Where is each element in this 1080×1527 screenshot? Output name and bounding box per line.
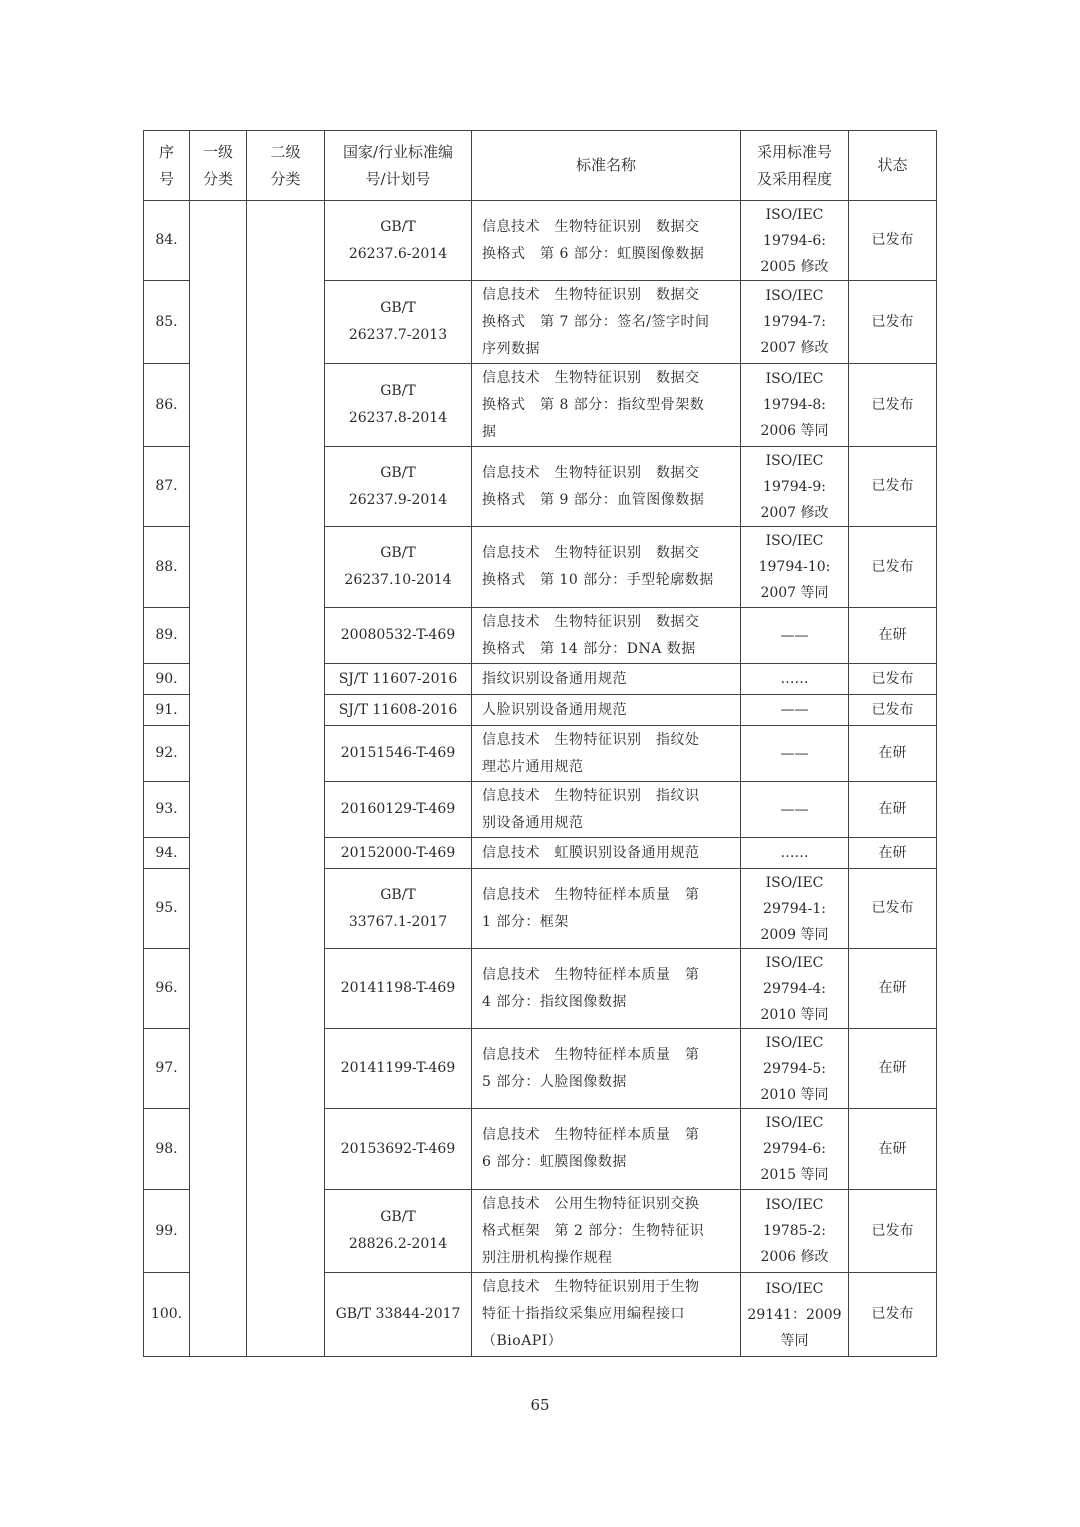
cell-standard-code: 20160129-T-469 [325,782,472,838]
standards-table [143,130,937,1357]
cell-status: 已发布 [849,281,937,364]
cell-standard-code: GB/T 26237.6-2014 [325,201,472,281]
cell-seq: 84. [144,201,190,281]
cell-seq: 96. [144,949,190,1029]
header-seq: 序 号 [144,131,190,201]
cell-seq: 87. [144,447,190,527]
cell-standard-code: GB/T 33844-2017 [325,1273,472,1357]
cell-standard-code: GB/T 26237.8-2014 [325,364,472,447]
page-number: 65 [530,1396,550,1414]
cell-status: 已发布 [849,1190,937,1273]
cell-standard-name: 人脸识别设备通用规范 [472,695,741,726]
cell-status: 已发布 [849,869,937,949]
cell-standard-code: 20151546-T-469 [325,726,472,782]
cell-standard-code: 20152000-T-469 [325,838,472,869]
cell-status: 在研 [849,1029,937,1109]
cell-standard-code: GB/T 26237.9-2014 [325,447,472,527]
cell-seq: 97. [144,1029,190,1109]
cell-status: 已发布 [849,1273,937,1357]
cell-seq: 100. [144,1273,190,1357]
header-status: 状态 [849,131,937,201]
cell-status: 已发布 [849,364,937,447]
cell-seq: 98. [144,1109,190,1190]
cell-status: 已发布 [849,201,937,281]
cell-seq: 85. [144,281,190,364]
cell-status: 在研 [849,838,937,869]
cell-standard-code: SJ/T 11608-2016 [325,695,472,726]
cell-standard-name: 信息技术 生物特征识别用于生物 特征十指指纹采集应用编程接口 （BioAPI） [472,1273,741,1357]
cell-adoption: ISO/IEC 29794-5: 2010 等同 [741,1029,849,1109]
cell-standard-name: 指纹识别设备通用规范 [472,664,741,695]
cell-standard-name: 信息技术 虹膜识别设备通用规范 [472,838,741,869]
header-standard-name: 标准名称 [472,131,741,201]
cell-seq: 86. [144,364,190,447]
cell-standard-name: 信息技术 公用生物特征识别交换 格式框架 第 2 部分：生物特征识 别注册机构操作规程 [472,1190,741,1273]
cell-seq: 90. [144,664,190,695]
cell-status: 已发布 [849,695,937,726]
cell-adoption: ISO/IEC 19794-8: 2006 等同 [741,364,849,447]
cell-category-1 [190,201,247,1357]
header-standard-code: 国家/行业标准编 号/计划号 [325,131,472,201]
cell-standard-code: 20153692-T-469 [325,1109,472,1190]
cell-standard-name: 信息技术 生物特征识别 数据交 换格式 第 9 部分：血管图像数据 [472,447,741,527]
cell-standard-name: 信息技术 生物特征样本质量 第 1 部分：框架 [472,869,741,949]
cell-standard-name: 信息技术 生物特征识别 数据交 换格式 第 14 部分：DNA 数据 [472,608,741,664]
cell-seq: 92. [144,726,190,782]
header-category-1: 一级 分类 [190,131,247,201]
cell-seq: 91. [144,695,190,726]
cell-standard-name: 信息技术 生物特征识别 指纹处 理芯片通用规范 [472,726,741,782]
cell-adoption: —— [741,608,849,664]
cell-adoption: …… [741,664,849,695]
cell-adoption: ISO/IEC 29794-1: 2009 等同 [741,869,849,949]
cell-status: 在研 [849,726,937,782]
cell-adoption: ISO/IEC 19794-9: 2007 修改 [741,447,849,527]
cell-standard-name: 信息技术 生物特征识别 数据交 换格式 第 10 部分：手型轮廓数据 [472,527,741,608]
cell-standard-code: GB/T 26237.7-2013 [325,281,472,364]
cell-adoption: ISO/IEC 29141：2009 等同 [741,1273,849,1357]
cell-standard-code: 20141198-T-469 [325,949,472,1029]
cell-seq: 95. [144,869,190,949]
cell-adoption: ISO/IEC 19794-10: 2007 等同 [741,527,849,608]
cell-status: 已发布 [849,527,937,608]
cell-status: 在研 [849,1109,937,1190]
cell-adoption: —— [741,782,849,838]
cell-adoption: ISO/IEC 19794-7: 2007 修改 [741,281,849,364]
cell-adoption: …… [741,838,849,869]
cell-status: 在研 [849,782,937,838]
cell-standard-name: 信息技术 生物特征识别 数据交 换格式 第 7 部分：签名/签字时间 序列数据 [472,281,741,364]
cell-standard-name: 信息技术 生物特征样本质量 第 5 部分：人脸图像数据 [472,1029,741,1109]
cell-standard-name: 信息技术 生物特征识别 数据交 换格式 第 6 部分：虹膜图像数据 [472,201,741,281]
cell-category-2 [247,201,325,1357]
cell-status: 已发布 [849,447,937,527]
cell-status: 在研 [849,949,937,1029]
header-row [144,131,937,201]
cell-seq: 89. [144,608,190,664]
cell-standard-code: 20141199-T-469 [325,1029,472,1109]
cell-standard-name: 信息技术 生物特征样本质量 第 6 部分：虹膜图像数据 [472,1109,741,1190]
cell-adoption: —— [741,726,849,782]
cell-seq: 99. [144,1190,190,1273]
cell-standard-code: GB/T 26237.10-2014 [325,527,472,608]
cell-status: 在研 [849,608,937,664]
cell-adoption: —— [741,695,849,726]
cell-standard-name: 信息技术 生物特征识别 数据交 换格式 第 8 部分：指纹型骨架数 据 [472,364,741,447]
cell-seq: 93. [144,782,190,838]
cell-adoption: ISO/IEC 19794-6: 2005 修改 [741,201,849,281]
cell-standard-code: SJ/T 11607-2016 [325,664,472,695]
cell-adoption: ISO/IEC 29794-6: 2015 等同 [741,1109,849,1190]
cell-adoption: ISO/IEC 29794-4: 2010 等同 [741,949,849,1029]
table-row [144,201,937,281]
cell-standard-code: 20080532-T-469 [325,608,472,664]
cell-seq: 88. [144,527,190,608]
cell-status: 已发布 [849,664,937,695]
cell-standard-code: GB/T 33767.1-2017 [325,869,472,949]
header-adoption: 采用标准号 及采用程度 [741,131,849,201]
cell-seq: 94. [144,838,190,869]
header-category-2: 二级 分类 [247,131,325,201]
cell-standard-code: GB/T 28826.2-2014 [325,1190,472,1273]
cell-adoption: ISO/IEC 19785-2: 2006 修改 [741,1190,849,1273]
cell-standard-name: 信息技术 生物特征识别 指纹识 别设备通用规范 [472,782,741,838]
cell-standard-name: 信息技术 生物特征样本质量 第 4 部分：指纹图像数据 [472,949,741,1029]
